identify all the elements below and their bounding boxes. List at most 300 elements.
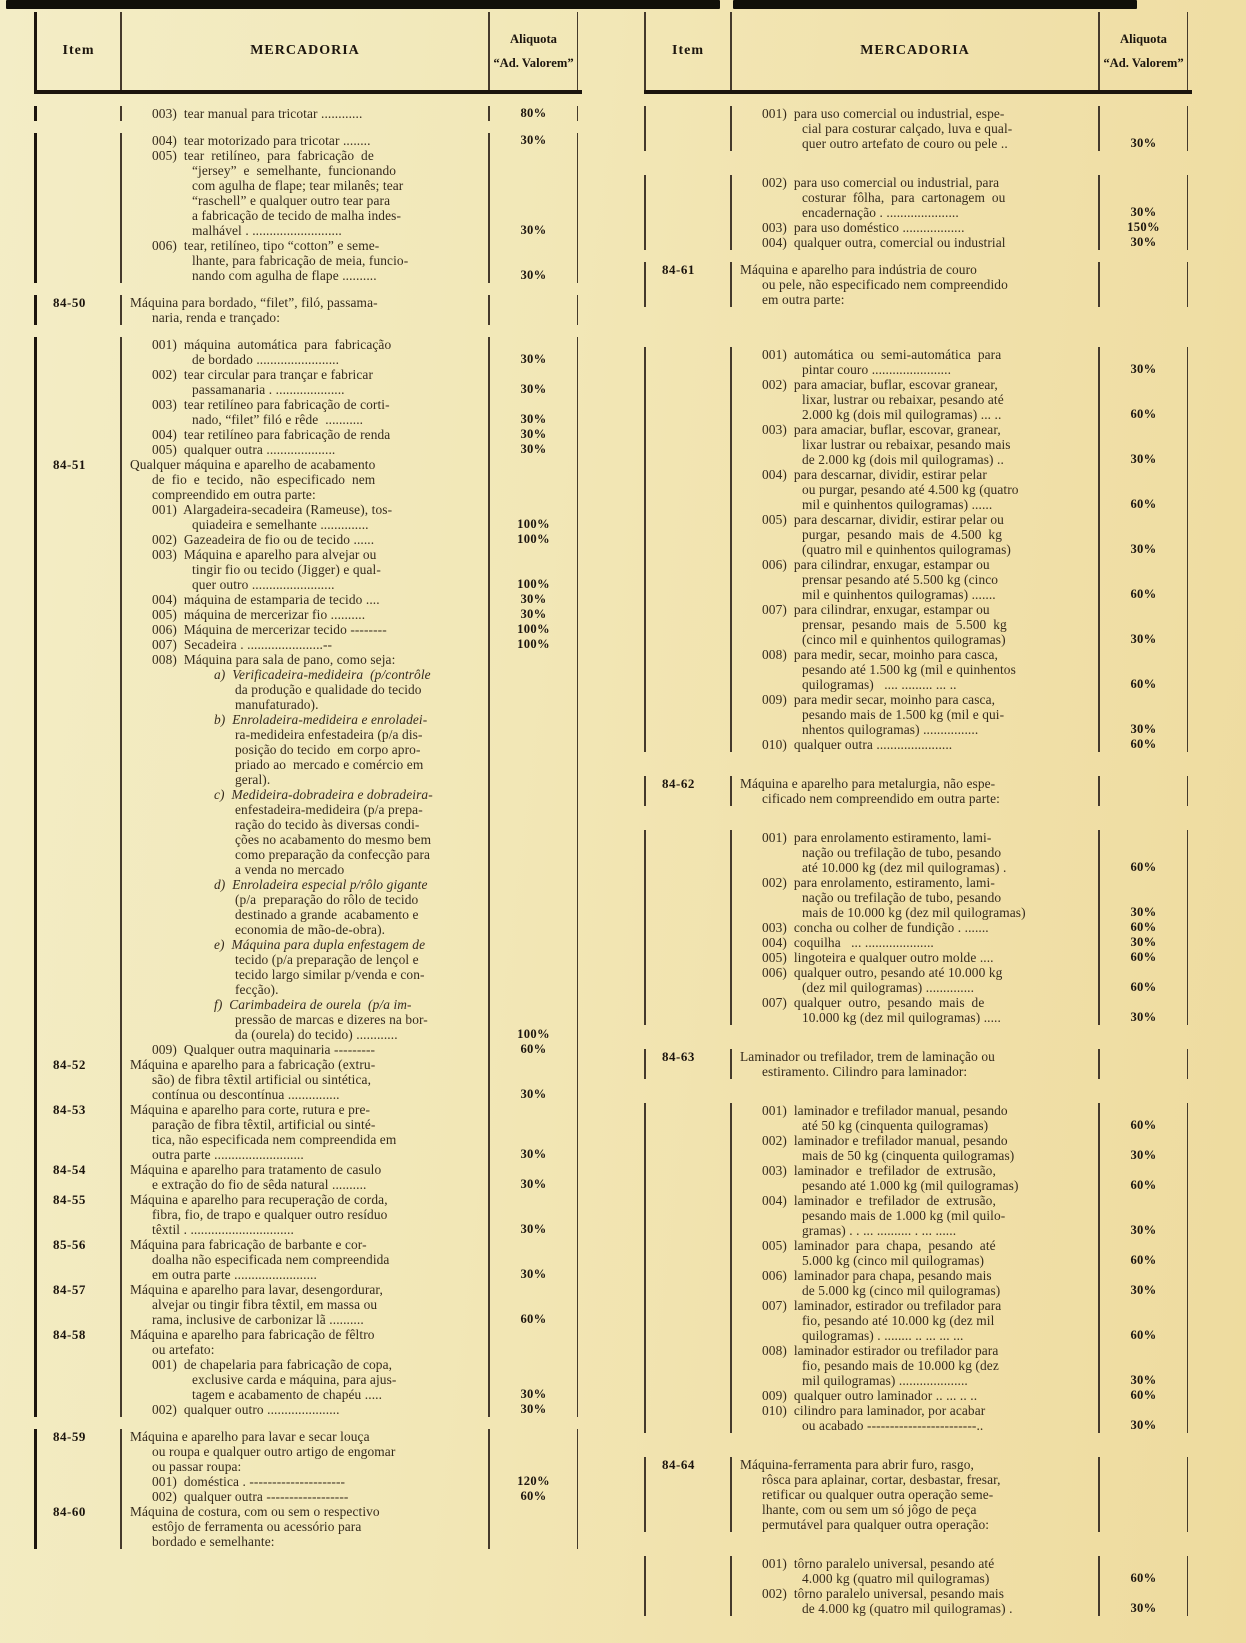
table-row [34, 502, 582, 517]
table-row [644, 920, 1192, 935]
rate-value [490, 847, 578, 862]
table-row [644, 875, 1192, 890]
mercadoria-text: 002) Gazeadeira de fio ou de tecido ...... [120, 532, 490, 547]
mercadoria-text: ou artefato: [120, 1342, 490, 1357]
rate-value [1100, 1298, 1188, 1313]
rate-value [1100, 830, 1188, 845]
table-row [34, 682, 582, 697]
table-row [644, 1283, 1192, 1298]
table-row [34, 412, 582, 427]
item-code [34, 163, 120, 178]
mercadoria-text: Máquina e aparelho para metalurgia, não espe- [730, 776, 1100, 791]
table-row [644, 542, 1192, 557]
table-header-right [644, 12, 1192, 94]
mercadoria-text: tecido largo similar p/venda e con- [120, 967, 490, 982]
mercadoria-text: f) Carimbadeira de ourela (p/a im- [120, 997, 490, 1012]
table-row [644, 292, 1192, 307]
item-code [644, 920, 730, 935]
table-row [644, 1253, 1192, 1268]
table-row [34, 1489, 582, 1504]
table-row [34, 1459, 582, 1474]
item-code [644, 662, 730, 677]
item-code [644, 1253, 730, 1268]
item-code [34, 412, 120, 427]
rate-value: 60% [1100, 860, 1188, 875]
mercadoria-text: nado, “filet” filó e rêde ........... [120, 412, 490, 427]
table-row [34, 1504, 582, 1519]
mercadoria-text: compreendido em outra parte: [120, 487, 490, 502]
rate-value [490, 1207, 578, 1222]
tariff-table-left [34, 12, 582, 1616]
item-code: 84-55 [34, 1192, 120, 1207]
item-code: 84-64 [644, 1457, 730, 1472]
rate-value: 30% [1100, 632, 1188, 647]
item-code [644, 1208, 730, 1223]
item-code [34, 1534, 120, 1549]
table-row [644, 277, 1192, 292]
mercadoria-text: 003) concha ou colher de fundição . ....... [730, 920, 1100, 935]
table-row [34, 148, 582, 163]
rate-value [490, 1192, 578, 1207]
mercadoria-text: destinado a grande acabamento e [120, 907, 490, 922]
rate-value [490, 1102, 578, 1117]
mercadoria-text: da produção e qualidade do tecido [120, 682, 490, 697]
table-body-left [34, 94, 582, 1549]
item-code [34, 1372, 120, 1387]
item-code [644, 235, 730, 250]
mercadoria-text: 004) coquilha ... .................... [730, 935, 1100, 950]
mercadoria-text: 004) laminador e trefilador de extrusão, [730, 1193, 1100, 1208]
table-row [34, 982, 582, 997]
mercadoria-text: prensar pesando até 5.500 kg (cinco [730, 572, 1100, 587]
table-row [34, 1282, 582, 1297]
item-code [644, 692, 730, 707]
item-code [644, 1064, 730, 1079]
mercadoria-text: 001) Alargadeira-secadeira (Rameuse), tos- [120, 502, 490, 517]
table-row [644, 1472, 1192, 1487]
mercadoria-text: 007) Secadeira . ......................-- [120, 637, 490, 652]
rate-value: 30% [1100, 1418, 1188, 1433]
mercadoria-text: Máquina para fabricação de barbante e cor- [120, 1237, 490, 1252]
table-row [34, 607, 582, 622]
rate-value [490, 310, 578, 325]
table-row [34, 562, 582, 577]
mercadoria-text: 002) tôrno paralelo universal, pesando mais [730, 1586, 1100, 1601]
rate-value [490, 1342, 578, 1357]
mercadoria-text: pesando até 1.500 kg (mil e quinhentos [730, 662, 1100, 677]
rate-value: 30% [490, 1147, 578, 1162]
item-code [34, 967, 120, 982]
table-row [34, 1372, 582, 1387]
rate-value: 100% [490, 517, 578, 532]
table-row [644, 482, 1192, 497]
rate-value [490, 238, 578, 253]
table-row [34, 1252, 582, 1267]
table-row [644, 235, 1192, 250]
table-row [644, 392, 1192, 407]
table-row [34, 106, 582, 121]
item-code [644, 1313, 730, 1328]
item-code [34, 1297, 120, 1312]
table-row [644, 1373, 1192, 1388]
item-code [34, 832, 120, 847]
table-row [644, 527, 1192, 542]
mercadoria-text: bordado e semelhante: [120, 1534, 490, 1549]
item-code [34, 148, 120, 163]
mercadoria-text: 006) laminador para chapa, pesando mais [730, 1268, 1100, 1283]
rate-value: 30% [1100, 1373, 1188, 1388]
table-row [644, 722, 1192, 737]
item-code [34, 1267, 120, 1282]
item-code [34, 667, 120, 682]
item-code [644, 362, 730, 377]
item-code [34, 382, 120, 397]
mercadoria-text: têxtil . .............................. [120, 1222, 490, 1237]
rate-value [1100, 277, 1188, 292]
table-row [34, 1222, 582, 1237]
table-row [34, 637, 582, 652]
mercadoria-text: economia de mão-de-obra). [120, 922, 490, 937]
rate-value [490, 1357, 578, 1372]
rate-value [490, 862, 578, 877]
rate-value: 100% [490, 622, 578, 637]
mercadoria-text: nação ou trefilação de tubo, pesando [730, 845, 1100, 860]
item-code [34, 532, 120, 547]
item-code [644, 377, 730, 392]
table-row [644, 1118, 1192, 1133]
item-code [34, 697, 120, 712]
mercadoria-text: e) Máquina para dupla enfestagem de [120, 937, 490, 952]
item-code [644, 1118, 730, 1133]
rate-value: 100% [490, 637, 578, 652]
table-row [34, 1117, 582, 1132]
mercadoria-text: 005) máquina de mercerizar fio .......... [120, 607, 490, 622]
mercadoria-text: 003) para uso doméstico .................. [730, 220, 1100, 235]
rate-value: 60% [1100, 1118, 1188, 1133]
mercadoria-text: (cinco mil e quinhentos quilogramas) [730, 632, 1100, 647]
table-row [644, 1502, 1192, 1517]
item-code [34, 352, 120, 367]
item-code [34, 742, 120, 757]
mercadoria-text: geral). [120, 772, 490, 787]
rate-value [1100, 1472, 1188, 1487]
rate-value [490, 337, 578, 352]
header-item: Item [644, 12, 730, 90]
item-code [34, 1027, 120, 1042]
mercadoria-text: estiramento. Cilindro para laminador: [730, 1064, 1100, 1079]
rate-value [1100, 1457, 1188, 1472]
item-code [644, 1268, 730, 1283]
item-code [644, 437, 730, 452]
item-code [34, 223, 120, 238]
item-code [644, 1223, 730, 1238]
rate-value: 60% [1100, 587, 1188, 602]
rate-value: 30% [1100, 136, 1188, 151]
table-row [644, 437, 1192, 452]
mercadoria-text: Máquina e aparelho para corte, rutura e pre- [120, 1102, 490, 1117]
item-code [34, 1117, 120, 1132]
item-code [34, 877, 120, 892]
mercadoria-text: rama, inclusive de carbonizar lã .......... [120, 1312, 490, 1327]
table-row [644, 776, 1192, 791]
table-row [34, 1192, 582, 1207]
mercadoria-text: 10.000 kg (dez mil quilogramas) ..... [730, 1010, 1100, 1025]
item-code [644, 1502, 730, 1517]
rate-value [490, 1132, 578, 1147]
mercadoria-text: d) Enroladeira especial p/rôlo gigante [120, 877, 490, 892]
mercadoria-text: 4.000 kg (quatro mil quilogramas) [730, 1571, 1100, 1586]
table-row [644, 1403, 1192, 1418]
mercadoria-text: de fio e tecido, não especificado nem [120, 472, 490, 487]
top-rule-left [6, 0, 720, 9]
rate-value [1100, 845, 1188, 860]
mercadoria-text: (quatro mil e quinhentos quilogramas) [730, 542, 1100, 557]
item-code [34, 607, 120, 622]
table-row [34, 1162, 582, 1177]
rate-value [1100, 1163, 1188, 1178]
rate-value [490, 1372, 578, 1387]
table-row [34, 862, 582, 877]
rate-value [1100, 1193, 1188, 1208]
item-code [644, 1358, 730, 1373]
table-row [34, 847, 582, 862]
rate-value [490, 502, 578, 517]
rate-value: 30% [490, 223, 578, 238]
mercadoria-text: quilogramas) . ........ .. ... ... ... [730, 1328, 1100, 1343]
item-code [644, 707, 730, 722]
rate-value: 60% [490, 1042, 578, 1057]
item-code [644, 1586, 730, 1601]
table-row [644, 587, 1192, 602]
item-code [34, 1252, 120, 1267]
item-code: 84-54 [34, 1162, 120, 1177]
mercadoria-text: 003) para amaciar, buflar, escovar, granear, [730, 422, 1100, 437]
table-row [644, 1601, 1192, 1616]
rate-value [490, 1282, 578, 1297]
mercadoria-text: contínua ou descontínua ............... [120, 1087, 490, 1102]
table-row [34, 772, 582, 787]
table-row [644, 220, 1192, 235]
rate-value [490, 952, 578, 967]
mercadoria-text: mais de 50 kg (cinquenta quilogramas) [730, 1148, 1100, 1163]
table-row [644, 1298, 1192, 1313]
mercadoria-text: em outra parte ........................ [120, 1267, 490, 1282]
table-row [644, 1238, 1192, 1253]
item-code [644, 950, 730, 965]
item-code [34, 937, 120, 952]
rate-value [1100, 512, 1188, 527]
rate-value [490, 178, 578, 193]
item-code [644, 737, 730, 752]
mercadoria-text: (p/a preparação do rôlo de tecido [120, 892, 490, 907]
item-code [34, 1444, 120, 1459]
table-row [644, 965, 1192, 980]
mercadoria-text: de 2.000 kg (dois mil quilogramas) .. [730, 452, 1100, 467]
rate-value [1100, 1313, 1188, 1328]
item-code [644, 875, 730, 890]
table-row [644, 1103, 1192, 1118]
mercadoria-text: 006) para cilindrar, enxugar, estampar ou [730, 557, 1100, 572]
item-code [644, 277, 730, 292]
table-row [34, 1132, 582, 1147]
table-row [644, 1193, 1192, 1208]
rate-value [1100, 647, 1188, 662]
mercadoria-text: 003) Máquina e aparelho para alvejar ou [120, 547, 490, 562]
table-row [34, 472, 582, 487]
rate-value [490, 982, 578, 997]
item-code [644, 602, 730, 617]
rate-value [1100, 1403, 1188, 1418]
mercadoria-text: Máquina e aparelho para a fabricação (extru- [120, 1057, 490, 1072]
rate-value: 30% [1100, 1283, 1188, 1298]
mercadoria-text: 002) qualquer outra ------------------ [120, 1489, 490, 1504]
item-code: 85-56 [34, 1237, 120, 1252]
rate-value [490, 472, 578, 487]
table-row [34, 817, 582, 832]
table-row [644, 1133, 1192, 1148]
mercadoria-text: quer outro artefato de couro ou pele .. [730, 136, 1100, 151]
item-code [34, 652, 120, 667]
mercadoria-text: Qualquer máquina e aparelho de acabamento [120, 457, 490, 472]
mercadoria-text: prensar, pesando mais de 5.500 kg [730, 617, 1100, 632]
mercadoria-text: doalha não especificada nem compreendida [120, 1252, 490, 1267]
item-code [34, 178, 120, 193]
table-row [34, 1327, 582, 1342]
item-code [34, 622, 120, 637]
rate-value [1100, 1103, 1188, 1118]
item-code [644, 220, 730, 235]
table-row [34, 742, 582, 757]
item-code [644, 557, 730, 572]
rate-value [1100, 1502, 1188, 1517]
item-code [34, 193, 120, 208]
mercadoria-text: 005) lingoteira e qualquer outro molde .... [730, 950, 1100, 965]
mercadoria-text: Máquina e aparelho para lavar, desengordurar, [120, 1282, 490, 1297]
rate-value [1100, 1487, 1188, 1502]
table-row [644, 1556, 1192, 1571]
item-code [644, 1373, 730, 1388]
item-code [34, 1474, 120, 1489]
table-row [644, 1268, 1192, 1283]
item-code [34, 397, 120, 412]
table-row [644, 497, 1192, 512]
rate-value [1100, 557, 1188, 572]
table-row [644, 377, 1192, 392]
rate-value: 60% [1100, 1253, 1188, 1268]
mercadoria-text: cificado nem compreendido em outra parte: [730, 791, 1100, 806]
mercadoria-text: cial para costurar calçado, luva e qual- [730, 121, 1100, 136]
rate-value: 60% [1100, 407, 1188, 422]
header-mercadoria: MERCADORIA [730, 12, 1100, 90]
mercadoria-text: enfestadeira-medideira (p/a prepa- [120, 802, 490, 817]
rate-value [490, 772, 578, 787]
mercadoria-text: 008) Máquina para sala de pano, como seja: [120, 652, 490, 667]
item-code [34, 892, 120, 907]
table-header-left [34, 12, 582, 94]
table-row [644, 190, 1192, 205]
table-row [34, 832, 582, 847]
rate-value [490, 937, 578, 952]
header-aliquota [490, 12, 578, 90]
rate-value [490, 1519, 578, 1534]
rate-value [490, 487, 578, 502]
rate-value [490, 397, 578, 412]
mercadoria-text: e extração do fio de sêda natural .......... [120, 1177, 490, 1192]
rate-value [1100, 1049, 1188, 1064]
item-code [644, 1238, 730, 1253]
rate-value [490, 295, 578, 310]
rate-value [490, 892, 578, 907]
mercadoria-text: 006) qualquer outro, pesando até 10.000 kg [730, 965, 1100, 980]
table-row [34, 1519, 582, 1534]
rate-value [490, 1504, 578, 1519]
table-row [34, 193, 582, 208]
mercadoria-text: da (ourela) do tecido) ............ [120, 1027, 490, 1042]
rate-value: 60% [1100, 737, 1188, 752]
rate-value [1100, 1238, 1188, 1253]
mercadoria-text: manufaturado). [120, 697, 490, 712]
rate-value: 30% [1100, 935, 1188, 950]
table-row [34, 892, 582, 907]
mercadoria-text: Máquina de costura, com ou sem o respectivo [120, 1504, 490, 1519]
header-aliquota [1100, 12, 1188, 90]
item-code [34, 1177, 120, 1192]
item-code [644, 1343, 730, 1358]
item-code [34, 1459, 120, 1474]
mercadoria-text: 005) para descarnar, dividir, estirar pelar ou [730, 512, 1100, 527]
table-row [644, 890, 1192, 905]
item-code [34, 208, 120, 223]
table-row [644, 1313, 1192, 1328]
mercadoria-text: 001) para enrolamento estiramento, lami- [730, 830, 1100, 845]
rate-value [1100, 602, 1188, 617]
item-code [34, 253, 120, 268]
table-row [644, 1418, 1192, 1433]
table-row [34, 547, 582, 562]
item-code [34, 472, 120, 487]
rate-value [1100, 190, 1188, 205]
item-code [644, 407, 730, 422]
mercadoria-text: “raschell” e qualquer outro tear para [120, 193, 490, 208]
rate-value: 60% [1100, 1178, 1188, 1193]
item-code [644, 205, 730, 220]
rate-value [490, 1012, 578, 1027]
rate-value: 30% [490, 442, 578, 457]
table-row [34, 757, 582, 772]
rate-value: 30% [490, 412, 578, 427]
rate-value [490, 1534, 578, 1549]
item-code [34, 337, 120, 352]
mercadoria-text: 009) Qualquer outra maquinaria --------- [120, 1042, 490, 1057]
item-code [34, 862, 120, 877]
rate-value [1100, 121, 1188, 136]
rate-value [490, 1429, 578, 1444]
mercadoria-text: naria, renda e trançado: [120, 310, 490, 325]
table-row [34, 922, 582, 937]
mercadoria-text: 001) automática ou semi-automática para [730, 347, 1100, 362]
table-row [34, 802, 582, 817]
mercadoria-text: de 4.000 kg (quatro mil quilogramas) . [730, 1601, 1100, 1616]
table-row [644, 707, 1192, 722]
table-row [644, 362, 1192, 377]
mercadoria-text: encadernação . ..................... [730, 205, 1100, 220]
mercadoria-text: exclusive carda e máquina, para ajus- [120, 1372, 490, 1387]
table-row [34, 907, 582, 922]
mercadoria-text: rôsca para aplainar, cortar, desbastar, fresar, [730, 1472, 1100, 1487]
rate-value [490, 967, 578, 982]
header-aliquota-line1: Aliquota [1120, 31, 1167, 46]
table-row [644, 632, 1192, 647]
